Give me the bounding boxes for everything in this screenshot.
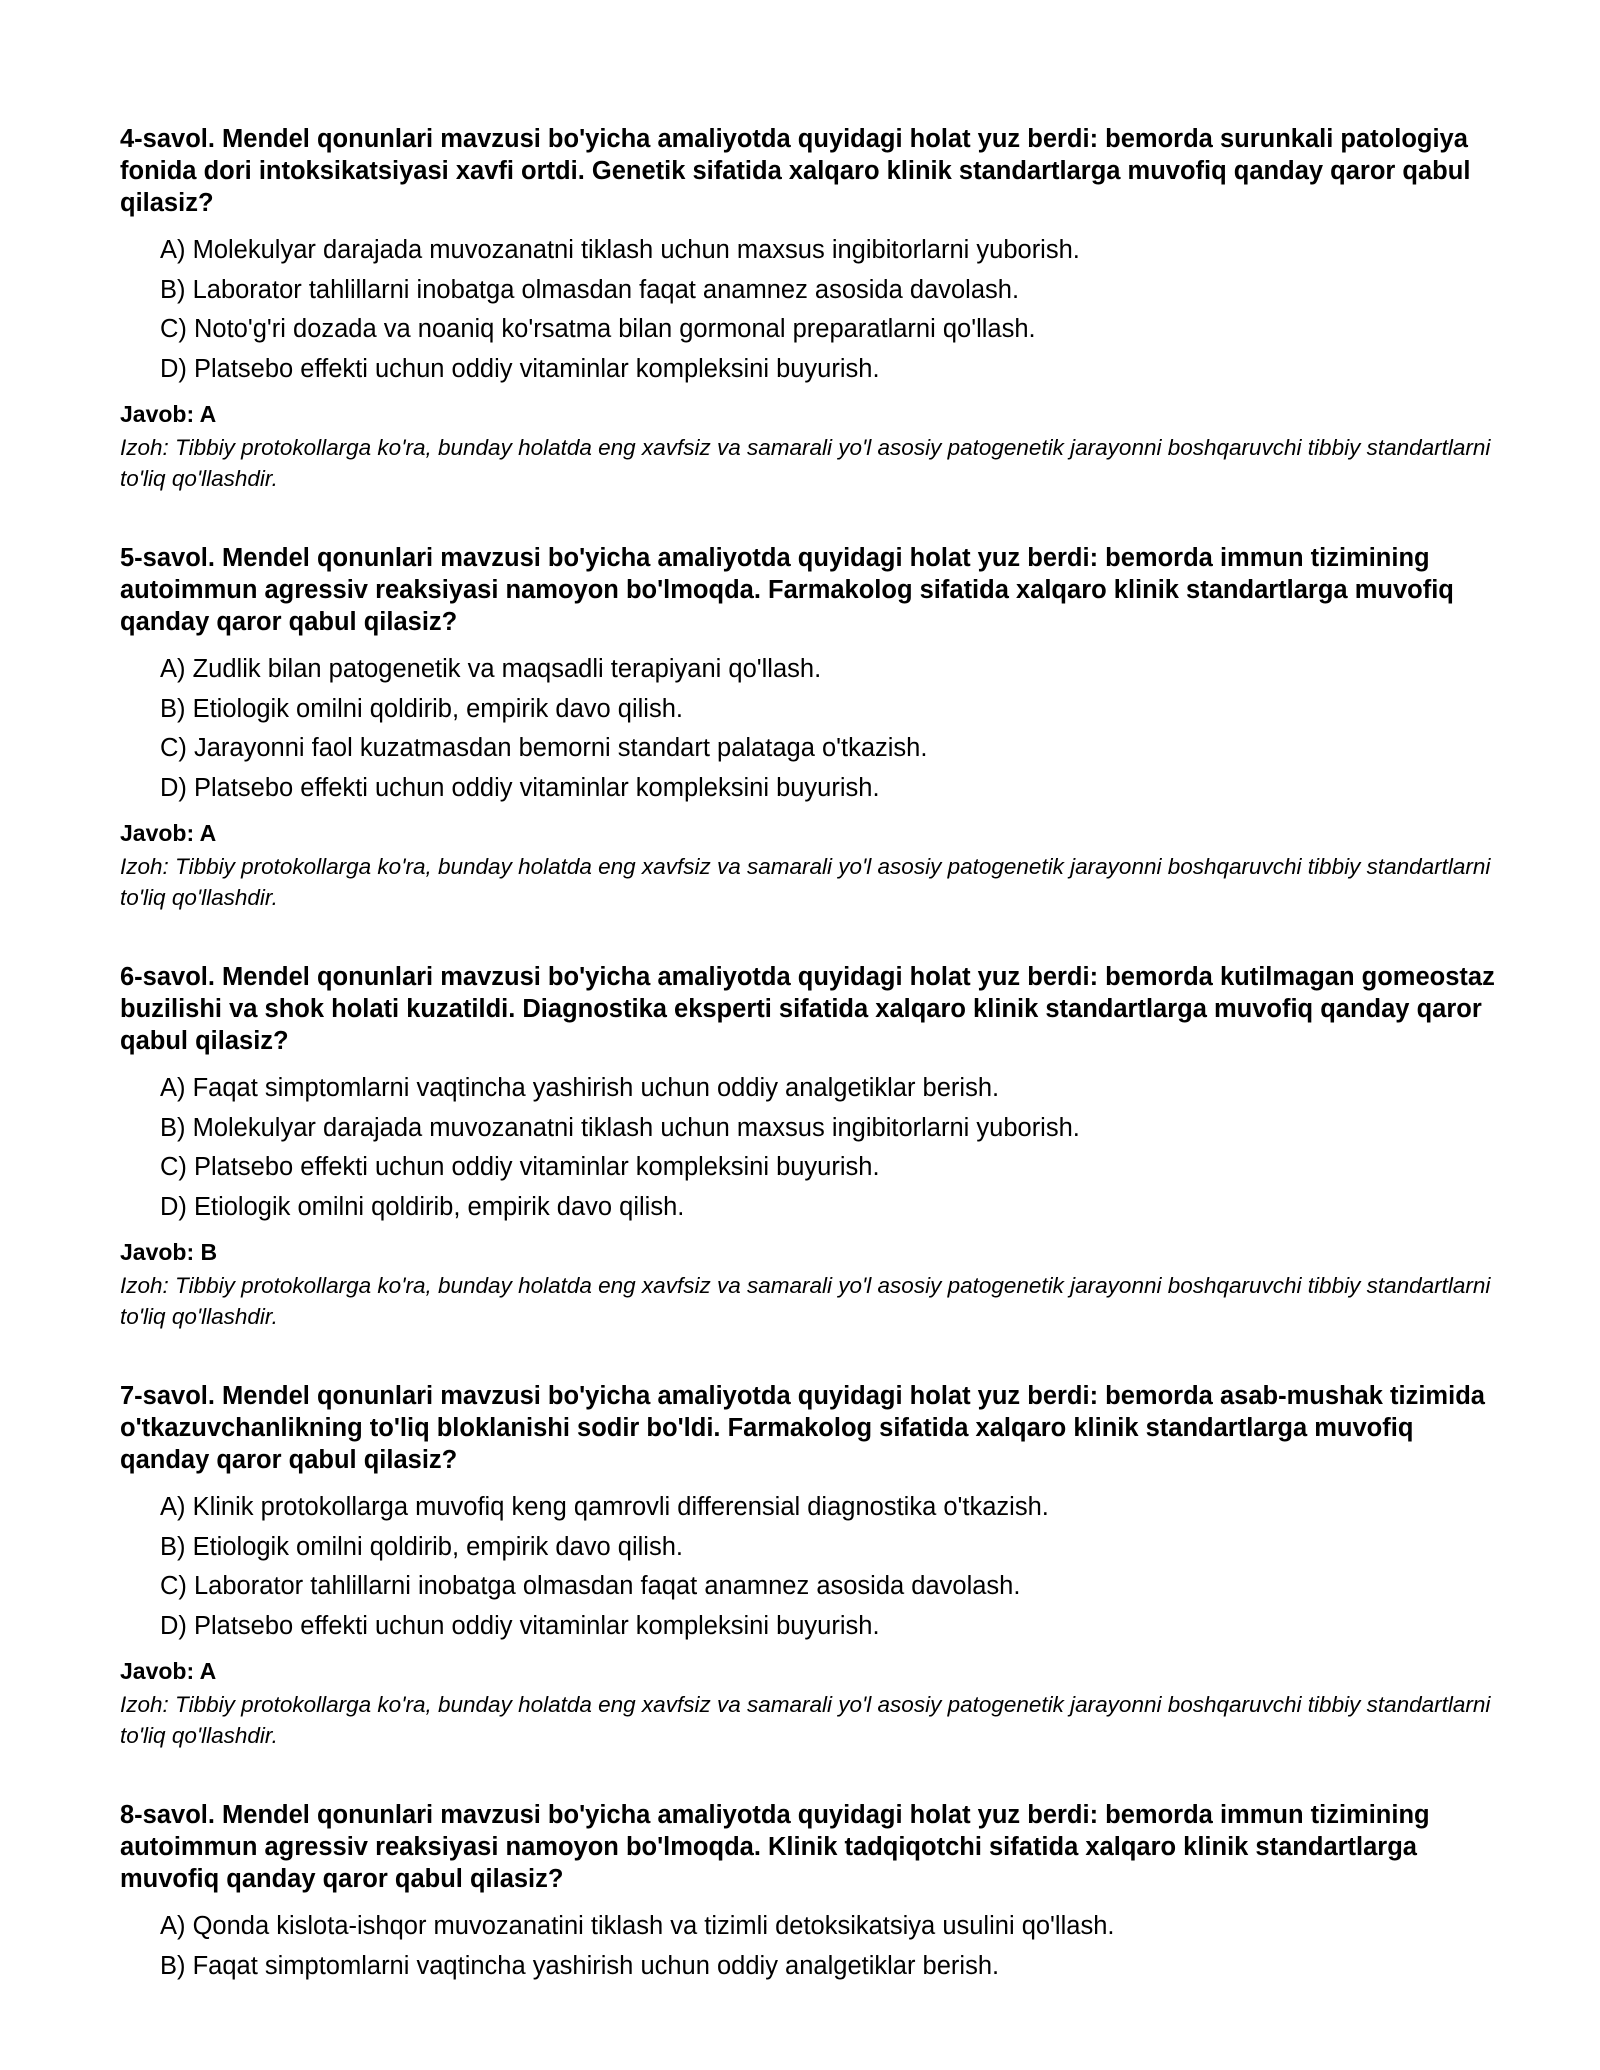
option-d: D) Platsebo effekti uchun oddiy vitaminlar kompleksini buyurish.	[160, 773, 880, 802]
option-d: D) Platsebo effekti uchun oddiy vitaminlar kompleksini buyurish.	[160, 354, 880, 383]
option-b: B) Laborator tahlillarni inobatga olmasdan faqat anamnez asosida davolash.	[160, 275, 1020, 304]
question-6	[120, 961, 1500, 1332]
question-title: 5-savol. Mendel qonunlari mavzusi bo'yicha amaliyotda quyidagi holat yuz berdi: bemorda immun tizimining autoimmun agressiv reaksiyasi namoyon bo'lmoqda. Farmakolog sifatida xalqaro klinik standartlarga muvofiq qanday qaror qabul qilasiz?	[120, 544, 1454, 636]
explanation-note: Izoh: Tibbiy protokollarga ko'ra, bunday holatda eng xavfsiz va samarali yo'l asosiy patogenetik jarayonni boshqaruvchi tibbiy standartlarni to'liq qo'llashdir.	[120, 1273, 1491, 1329]
answer-options	[120, 1907, 1500, 1986]
answer-line: Javob: A	[120, 820, 217, 846]
explanation-note: Izoh: Tibbiy protokollarga ko'ra, bunday holatda eng xavfsiz va samarali yo'l asosiy patogenetik jarayonni boshqaruvchi tibbiy standartlarni to'liq qo'llashdir.	[120, 1692, 1491, 1748]
answer-options	[120, 1488, 1500, 1646]
answer-options	[120, 1069, 1500, 1227]
option-c: C) Laborator tahlillarni inobatga olmasdan faqat anamnez asosida davolash.	[160, 1572, 1021, 1600]
answer-line: Javob: A	[120, 401, 217, 427]
question-5	[120, 542, 1500, 913]
option-a: A) Molekulyar darajada muvozanatni tiklash uchun maxsus ingibitorlarni yuborish.	[160, 236, 1080, 264]
question-title: 6-savol. Mendel qonunlari mavzusi bo'yicha amaliyotda quyidagi holat yuz berdi: bemorda kutilmagan gomeostaz buzilishi va shok holati kuzatildi. Diagnostika eksperti sifatida xalqaro klinik standartlarga muvofiq qanday qaror qabul qilasiz?	[120, 963, 1495, 1055]
option-b: B) Molekulyar darajada muvozanatni tiklash uchun maxsus ingibitorlarni yuborish.	[160, 1113, 1080, 1142]
question-7	[120, 1380, 1500, 1751]
question-title: 4-savol. Mendel qonunlari mavzusi bo'yicha amaliyotda quyidagi holat yuz berdi: bemorda surunkali patologiya fonida dori intoksikatsiyasi xavfi ortdi. Genetik sifatida xalqaro klinik standartlarga muvofiq qanday qaror qabul qilasiz?	[120, 125, 1471, 217]
option-c: C) Noto'g'ri dozada va noaniq ko'rsatma bilan gormonal preparatlarni qo'llash.	[160, 315, 1036, 343]
option-b: B) Etiologik omilni qoldirib, empirik davo qilish.	[160, 1532, 683, 1561]
option-a: A) Qonda kislota-ishqor muvozanatini tiklash va tizimli detoksikatsiya usulini qo'llash.	[160, 1912, 1115, 1940]
answer-options	[120, 231, 1500, 389]
option-b: B) Etiologik omilni qoldirib, empirik davo qilish.	[160, 694, 683, 723]
option-d: D) Etiologik omilni qoldirib, empirik davo qilish.	[160, 1192, 685, 1221]
option-d: D) Platsebo effekti uchun oddiy vitaminlar kompleksini buyurish.	[160, 1611, 880, 1640]
question-4	[120, 123, 1500, 494]
option-a: A) Klinik protokollarga muvofiq keng qamrovli differensial diagnostika o'tkazish.	[160, 1493, 1049, 1521]
document-page	[120, 123, 1500, 2034]
option-b: B) Faqat simptomlarni vaqtincha yashirish uchun oddiy analgetiklar berish.	[160, 1951, 1000, 1980]
question-title: 7-savol. Mendel qonunlari mavzusi bo'yicha amaliyotda quyidagi holat yuz berdi: bemorda asab-mushak tizimida o'tkazuvchanlikning to'liq bloklanishi sodir bo'ldi. Farmakolog sifatida xalqaro klinik standartlarga muvofiq qanday qaror qabul qilasiz?	[120, 1382, 1485, 1474]
option-c: C) Platsebo effekti uchun oddiy vitaminlar kompleksini buyurish.	[160, 1153, 880, 1181]
answer-line: Javob: A	[120, 1658, 217, 1684]
answer-options	[120, 650, 1500, 808]
option-a: A) Zudlik bilan patogenetik va maqsadli terapiyani qo'llash.	[160, 655, 822, 683]
question-8	[120, 1799, 1500, 1986]
option-c: C) Jarayonni faol kuzatmasdan bemorni standart palataga o'tkazish.	[160, 734, 928, 762]
answer-line: Javob: B	[120, 1239, 218, 1265]
explanation-note: Izoh: Tibbiy protokollarga ko'ra, bunday holatda eng xavfsiz va samarali yo'l asosiy patogenetik jarayonni boshqaruvchi tibbiy standartlarni to'liq qo'llashdir.	[120, 435, 1491, 491]
question-title: 8-savol. Mendel qonunlari mavzusi bo'yicha amaliyotda quyidagi holat yuz berdi: bemorda immun tizimining autoimmun agressiv reaksiyasi namoyon bo'lmoqda. Klinik tadqiqotchi sifatida xalqaro klinik standartlarga muvofiq qanday qaror qabul qilasiz?	[120, 1801, 1430, 1893]
explanation-note: Izoh: Tibbiy protokollarga ko'ra, bunday holatda eng xavfsiz va samarali yo'l asosiy patogenetik jarayonni boshqaruvchi tibbiy standartlarni to'liq qo'llashdir.	[120, 854, 1491, 910]
option-a: A) Faqat simptomlarni vaqtincha yashirish uchun oddiy analgetiklar berish.	[160, 1074, 1000, 1102]
